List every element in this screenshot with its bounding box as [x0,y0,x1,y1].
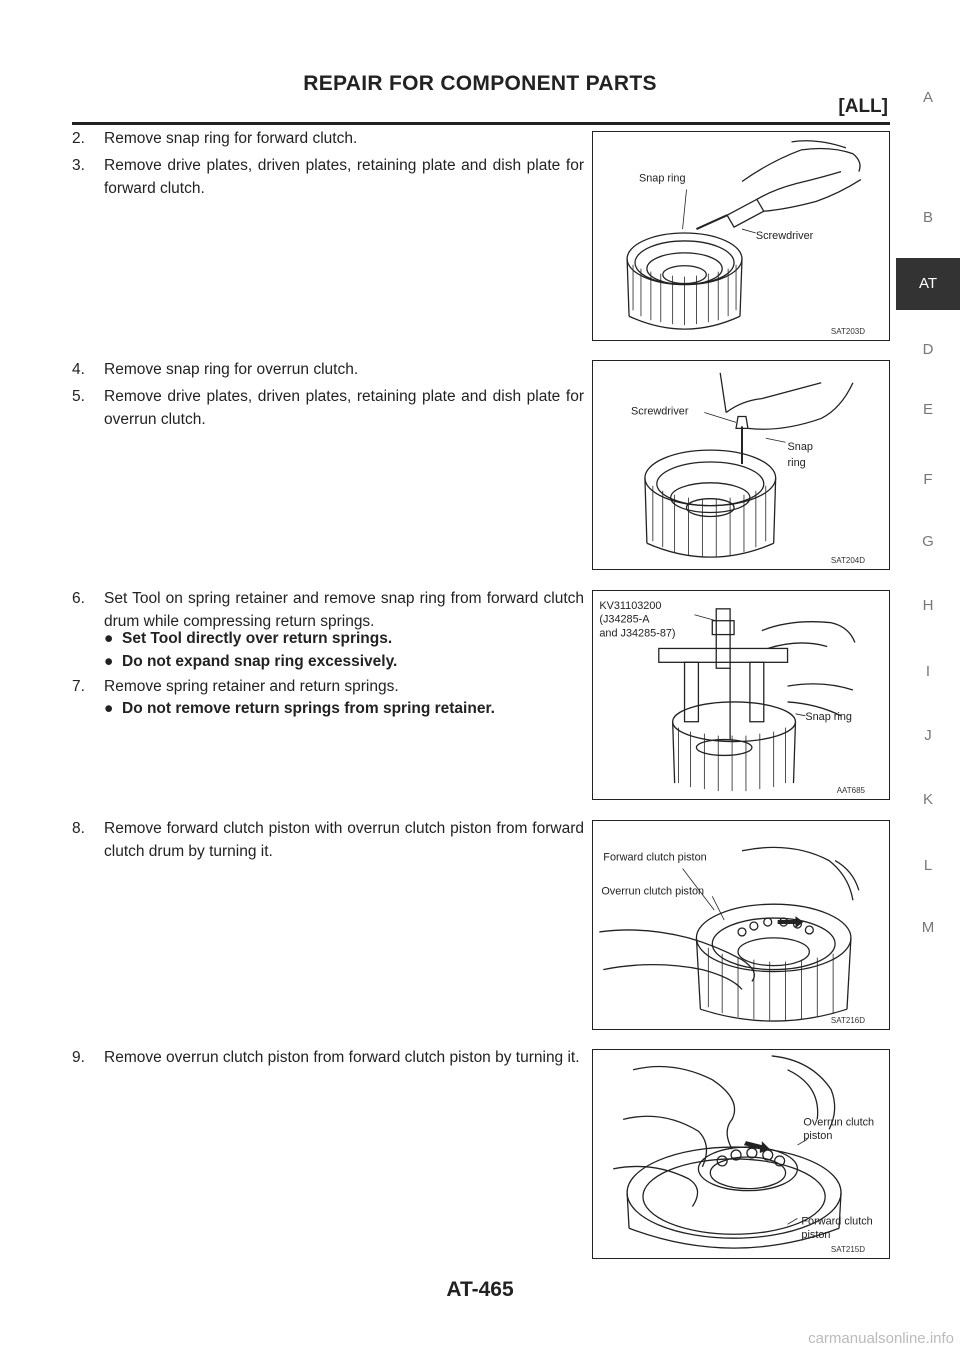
step-number: 4. [72,361,85,378]
bullet-icon: ● [104,653,114,670]
caution-text: Set Tool directly over return springs. [122,630,393,647]
figure-label: Screwdriver [631,405,689,418]
figure-code: AAT685 [836,786,865,795]
tool-on-drum-illustration [593,591,889,799]
figure-label: Overrun clutch piston [601,885,705,898]
step-9 [72,1046,584,1069]
step-4 [72,358,584,381]
clutch-drum-illustration [593,132,889,340]
bullet-icon: ● [104,700,114,717]
figure-label: Screwdriver [755,229,814,242]
step-number: 8. [72,820,85,837]
section-tab-j[interactable]: J [924,727,932,744]
section-tab-at[interactable]: AT [896,258,960,310]
step-text: Remove spring retainer and return springs. [104,678,399,695]
figure-label: Snap ring [638,172,686,185]
step-8 [72,817,584,863]
figure-label: Forward clutch piston [603,851,707,864]
figure-snap-ring-forward-clutch [592,131,890,341]
step-number: 3. [72,157,85,174]
section-tab-d[interactable]: D [922,341,934,358]
section-tab-h[interactable]: H [922,597,934,614]
figure-code: SAT203D [830,327,865,336]
section-tab-m[interactable]: M [921,919,935,936]
watermark: carmanualsonline.info [808,1330,954,1347]
figure-label: piston [803,1130,833,1143]
caution-bullet [104,650,584,673]
step-2 [72,127,584,150]
header-rule [72,122,890,125]
figure-spring-compressor-tool [592,590,890,800]
step-number: 7. [72,678,85,695]
step-3 [72,154,584,200]
page-title: REPAIR FOR COMPONENT PARTS [303,72,657,95]
figure-snap-ring-overrun-clutch [592,360,890,570]
figure-remove-forward-clutch-piston [592,820,890,1030]
step-text: Remove drive plates, driven plates, retaining plate and dish plate for forward clutch. [104,157,584,197]
section-tab-b[interactable]: B [922,209,933,226]
step-number: 2. [72,130,85,147]
step-text: Remove overrun clutch piston from forward clutch piston by turning it. [104,1049,580,1066]
section-tab-e[interactable]: E [922,401,933,418]
step-text: Remove forward clutch piston with overrun clutch piston from forward clutch drum by turning it. [104,820,584,860]
figure-code: SAT204D [830,556,865,565]
caution-bullet [104,627,584,650]
figure-label: piston [801,1229,831,1242]
page-tag: [ALL] [838,96,888,117]
step-number: 6. [72,590,85,607]
figure-remove-overrun-clutch-piston [592,1049,890,1259]
figure-label: ring [787,456,806,469]
figure-label: KV31103200 [599,599,662,612]
clutch-drum-illustration [593,361,889,569]
piston-removal-illustration [593,821,889,1029]
section-tab-i[interactable]: I [925,663,931,680]
figure-label: Snap [787,441,813,454]
figure-label: Overrun clutch [803,1116,875,1129]
caution-text: Do not remove return springs from spring retainer. [122,700,495,717]
step-number: 9. [72,1049,85,1066]
step-text: Remove drive plates, driven plates, retaining plate and dish plate for overrun clutch. [104,388,584,428]
step-text: Remove snap ring for overrun clutch. [104,361,359,378]
section-tab-g[interactable]: G [922,533,934,550]
figure-code: SAT215D [830,1245,865,1254]
bullet-icon: ● [104,630,114,647]
caution-bullet [104,697,584,720]
section-tab-a[interactable]: A [922,89,933,106]
section-tab-k[interactable]: K [922,791,933,808]
step-text: Remove snap ring for forward clutch. [104,130,358,147]
section-tab-f[interactable]: F [923,471,933,488]
step-7 [72,675,584,698]
caution-text: Do not expand snap ring excessively. [122,653,398,670]
section-index [896,0,960,1358]
figure-label: Snap ring [805,710,852,723]
figure-code: SAT216D [830,1016,865,1025]
step-5 [72,385,584,431]
figure-label: (J34285-A [599,613,650,626]
page-number: AT-465 [446,1278,514,1301]
figure-label: and J34285-87) [599,627,676,640]
figure-label: Forward clutch [801,1215,873,1228]
step-number: 5. [72,388,85,405]
section-tab-l[interactable]: L [923,857,933,874]
step-text: Set Tool on spring retainer and remove snap ring from forward clutch drum while compressing return springs. [104,590,584,630]
piston-separation-illustration [593,1050,889,1258]
